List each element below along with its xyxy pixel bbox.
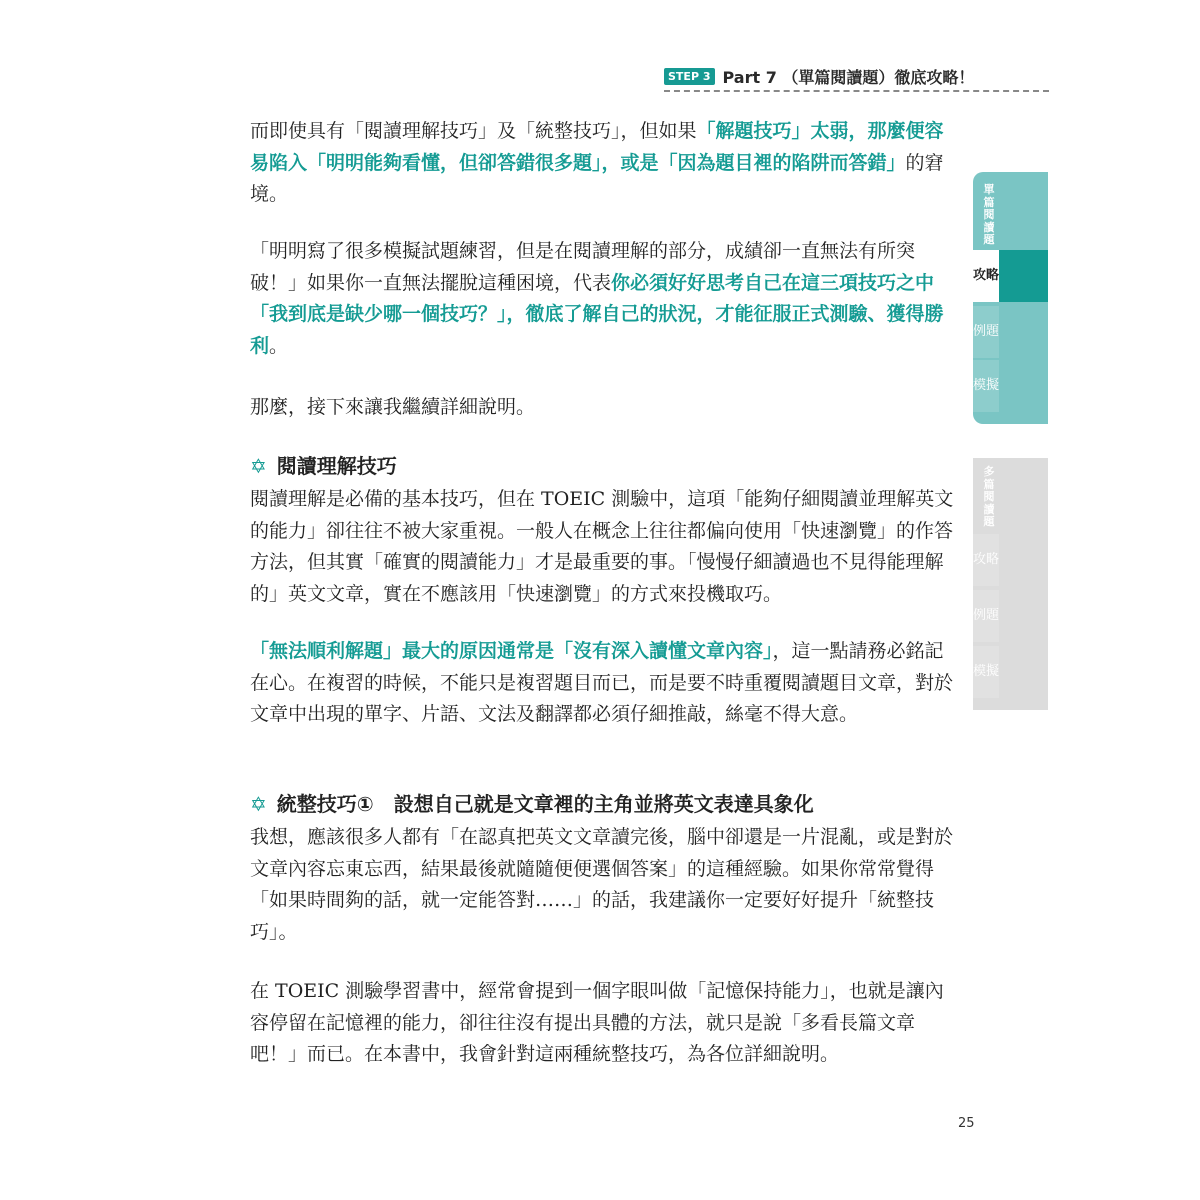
header-title: Part 7 （單篇閱讀題）徹底攻略！ — [722, 67, 975, 87]
header-divider — [664, 90, 1049, 92]
side-tab-item-label: 例題 — [973, 608, 1000, 623]
paragraph-4: 閱讀理解是必備的基本技巧，但在 TOEIC 測驗中，這項「能夠仔細閱讀並理解英文的能力」卻往往不被大家重視。一般人在概念上往往都偏向使用「快速瀏覽」的作答方法，但其實「確實的閱讀能力」才是最重要的事。「慢慢仔細讀過也不見得能理解的」英文文章，實在不應該用「快速瀏覽」的方式來投機取巧。 — [250, 488, 954, 605]
p2-text-a: 「明明寫了很多模擬試題練習，但是在閱讀理解的部分，成績卻一直無法有所突破！」如果你一直無法擺脫這種困境，代表 — [250, 240, 916, 294]
paragraph-5 — [250, 636, 960, 731]
side-tab-single-strategy[interactable] — [973, 250, 999, 302]
paragraph-1 — [250, 116, 960, 211]
page-number: 25 — [958, 1116, 975, 1131]
heading-text: 閱讀理解技巧 — [276, 454, 397, 478]
paragraph-3: 那麼，接下來讓我繼續詳細說明。 — [250, 396, 536, 418]
side-tab-single-title: 單篇閱讀題 — [983, 183, 995, 246]
side-tab-multi-mock[interactable] — [973, 646, 999, 698]
heading-text: 統整技巧① 設想自己就是文章裡的主角並將英文表達具象化 — [276, 792, 814, 816]
side-tab-multi-strategy[interactable] — [973, 534, 999, 586]
p1-text-a: 而即使具有「閱讀理解技巧」及「統整技巧」，但如果 — [250, 120, 697, 142]
side-tab-active-marker — [999, 250, 1048, 302]
running-header — [664, 66, 974, 86]
p5-highlight: 「無法順利解題」最大的原因通常是「沒有深入讀懂文章內容」 — [250, 640, 773, 662]
side-tab-single-examples[interactable] — [973, 306, 999, 358]
paragraph-7: 在 TOEIC 測驗學習書中，經常會提到一個字眼叫做「記憶保持能力」，也就是讓內容停留在記憶裡的能力，卻往往沒有提出具體的方法，就只是說「多看長篇文章吧！」而已。在本書中，我會針對這兩種統整技巧，為各位詳細說明。 — [250, 980, 944, 1065]
step-badge: STEP 3 — [664, 68, 715, 85]
p1-highlight: 「解題技巧」太弱，那麼便容易陷入「明明能夠看懂，但卻答錯很多題」，或是「因為題目裡的陷阱而答錯」 — [250, 120, 944, 174]
p5-text: ，這一點請務必銘記在心。在複習的時候，不能只是複習題目而已，而是要不時重覆閱讀題目文章，對於文章中出現的單字、片語、文法及翻譯都必須仔細推敲，絲毫不得大意。 — [250, 640, 954, 725]
p2-highlight: 你必須好好思考自己在這三項技巧之中「我到底是缺少哪一個技巧？」，徹底了解自己的狀況，才能征服正式測驗、獲得勝利 — [250, 271, 944, 357]
section-heading-integration — [250, 790, 814, 818]
paragraph-2 — [250, 236, 960, 362]
side-tab-item-label: 例題 — [973, 324, 1000, 339]
p1-text-b: 的窘境。 — [250, 151, 944, 205]
star-icon: ✡ — [250, 792, 267, 816]
paragraph-6: 我想，應該很多人都有「在認真把英文文章讀完後，腦中卻還是一片混亂，或是對於文章內容忘東忘西，結果最後就隨隨便便選個答案」的這種經驗。如果你常常覺得「如果時間夠的話，就一定能答對……」的話，我建議你一定要好好提升「統整技巧」。 — [250, 826, 954, 943]
p2-text-b: 。 — [269, 334, 289, 357]
side-tab-multi-examples[interactable] — [973, 590, 999, 642]
side-tab-multi-title: 多篇閱讀題 — [983, 465, 995, 528]
side-tab-item-label: 攻略 — [973, 552, 1000, 567]
side-tab-item-label: 模擬 — [973, 664, 1000, 679]
section-heading-reading — [250, 452, 397, 480]
side-tab-item-label: 攻略 — [973, 268, 1000, 283]
star-icon: ✡ — [250, 454, 267, 478]
side-tab-single-mock[interactable] — [973, 360, 999, 412]
side-tab-item-label: 模擬 — [973, 378, 1000, 393]
